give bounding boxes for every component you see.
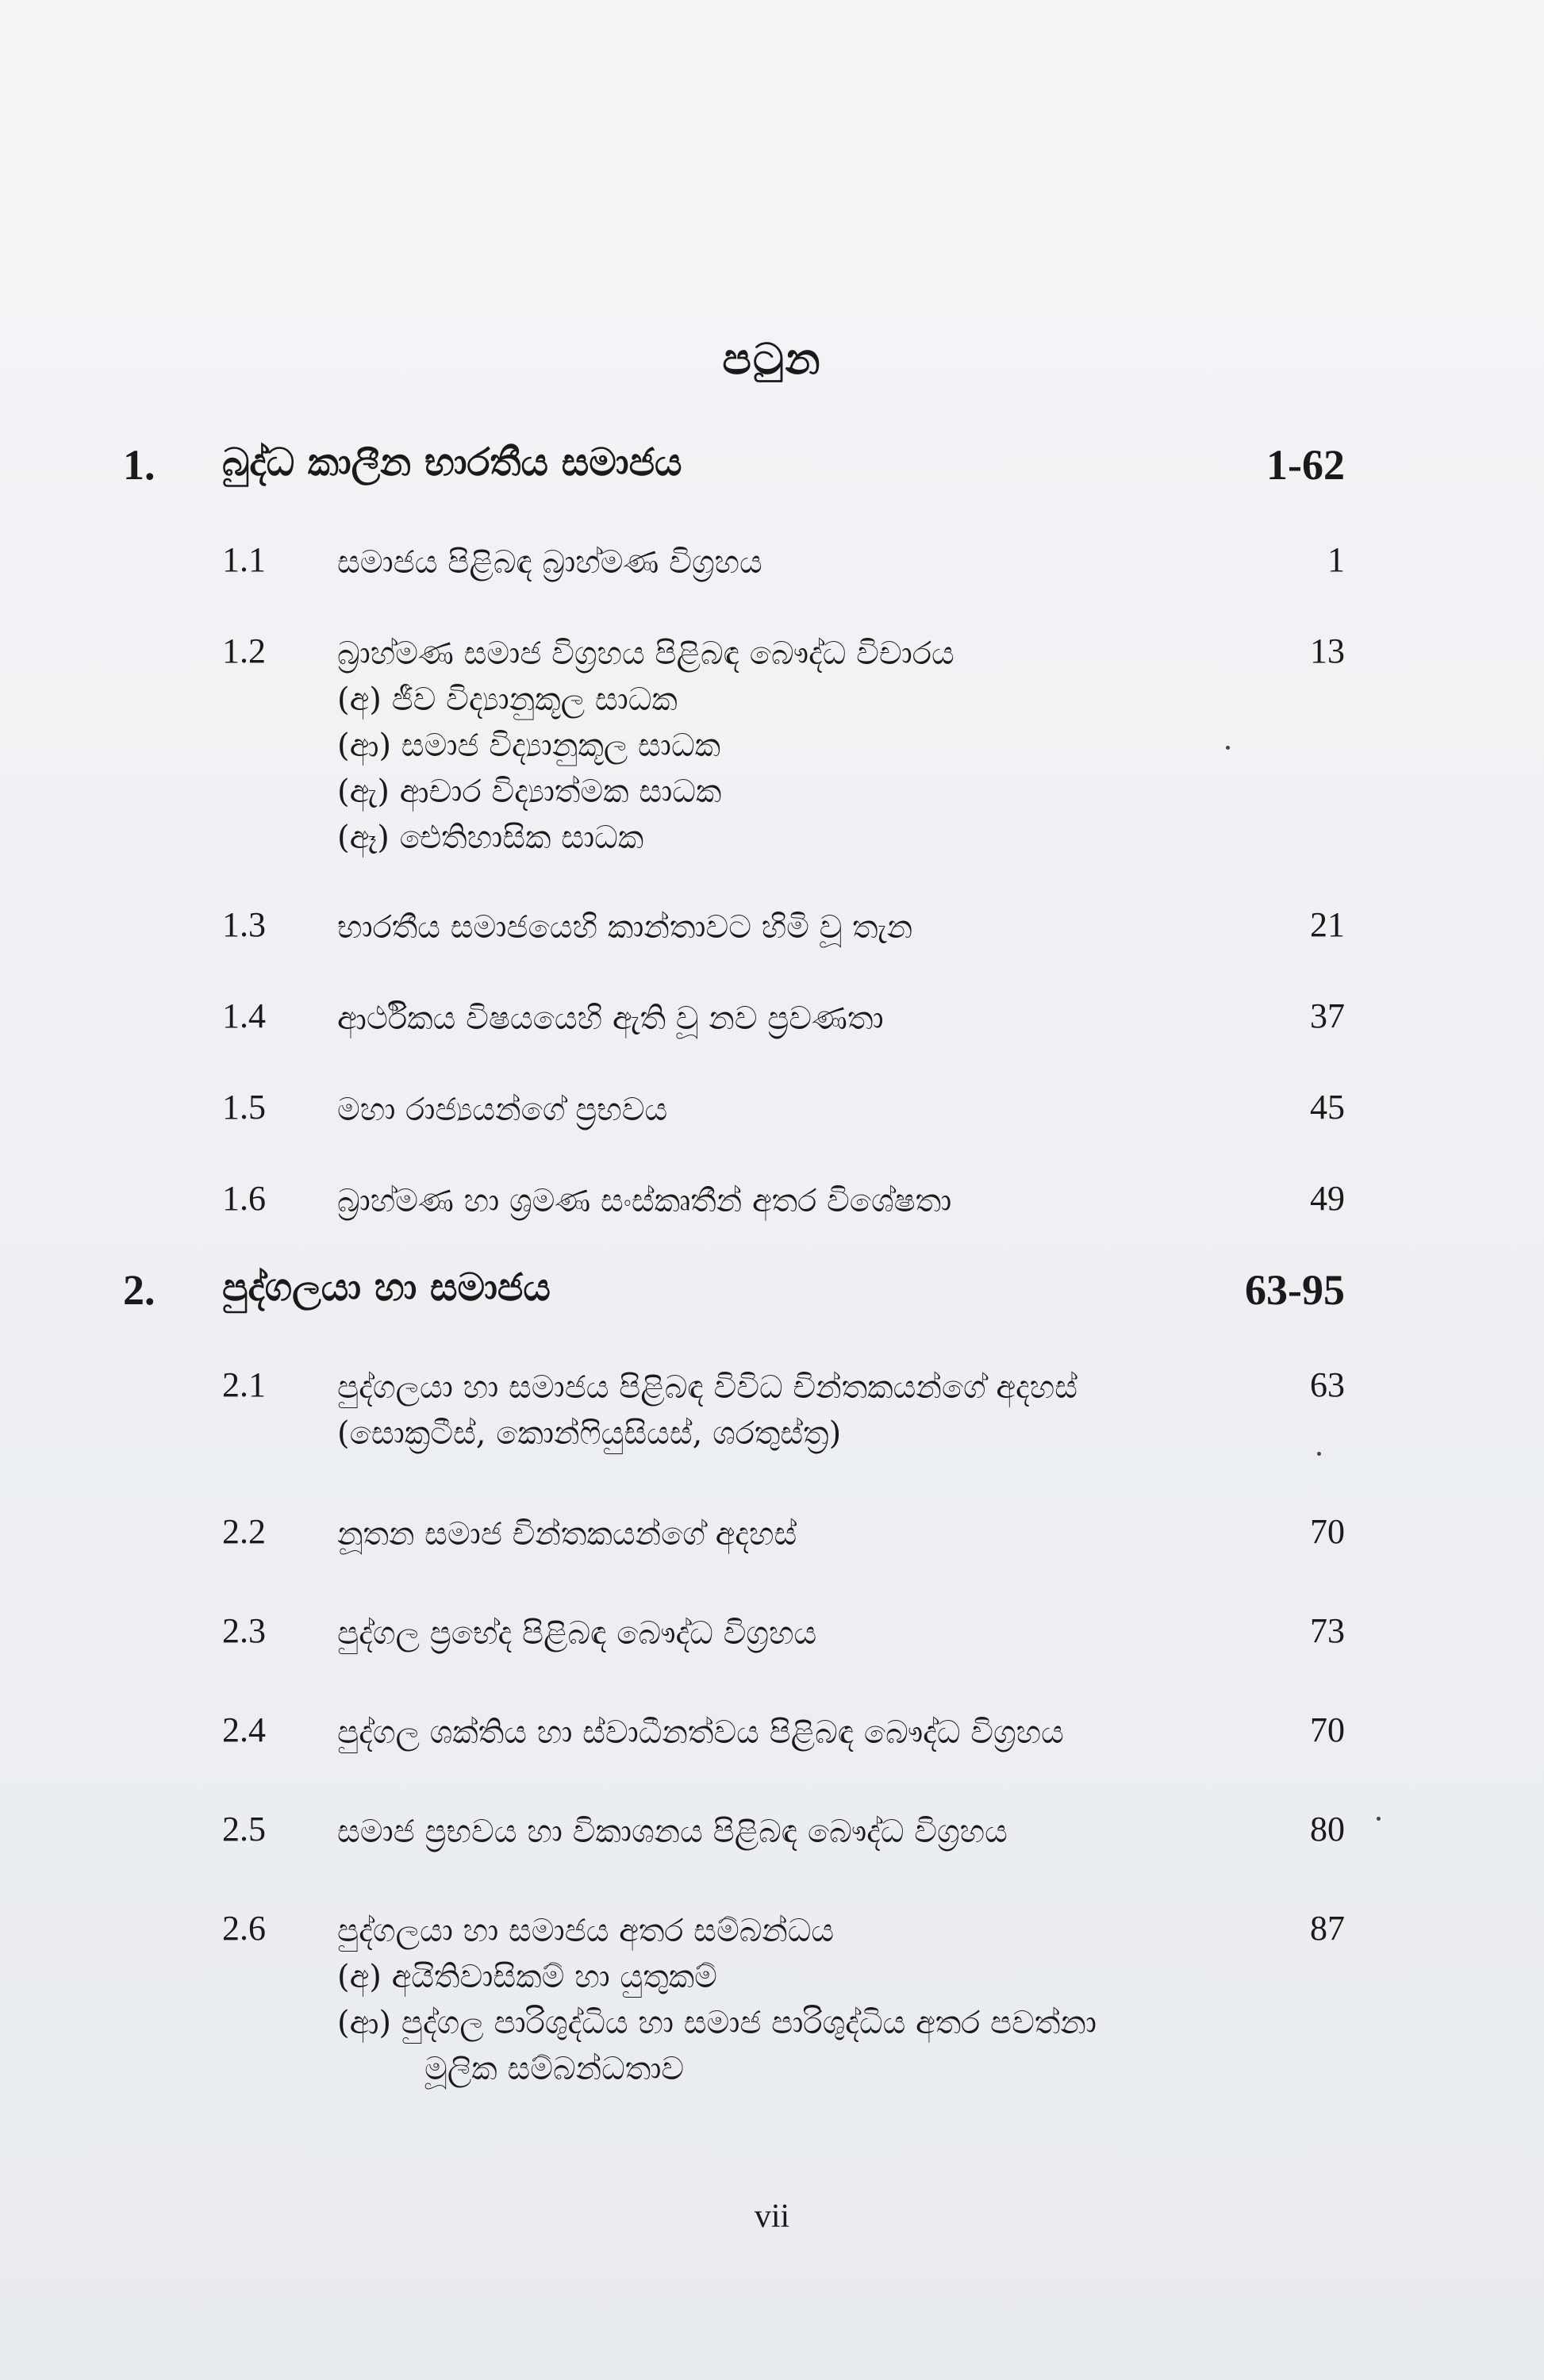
section-number: 1.4 xyxy=(222,996,266,1035)
section-title: භාරතීය සමාජයෙහි කාන්තාවට හිමි වූ තැන xyxy=(337,909,913,946)
chapter-number: 1. xyxy=(123,441,156,489)
page-number: vii xyxy=(754,2198,790,2235)
subsection-item: (ඈ) ඓතිහාසික සාධක xyxy=(337,820,644,856)
subsection-item: (ආ) සමාජ විද්‍යානුකූල සාධක xyxy=(337,727,721,764)
section-page: 80 xyxy=(1310,1810,1345,1848)
chapter-pages: 1-62 xyxy=(1266,441,1345,489)
chapter-title: බුද්ධ කාලීන භාරතීය සමාජය xyxy=(222,440,682,485)
section-number: 2.5 xyxy=(222,1810,266,1848)
section-page: 70 xyxy=(1310,1512,1345,1551)
section-page: 70 xyxy=(1310,1710,1345,1749)
section-page: 1 xyxy=(1327,540,1345,579)
section-number: 2.1 xyxy=(222,1365,266,1404)
section-title: මහා රාජ්‍යයන්ගේ ප්‍රභවය xyxy=(337,1092,668,1128)
section-title-continued: (සොක්‍රටීස්, කොන්ෆියුසියස්, ශරතුස්ත්‍ර) xyxy=(337,1415,842,1452)
section-title: ආර්ථිකය විෂයයෙහි ඇති වූ නව ප්‍රවණතා xyxy=(337,1000,884,1037)
section-page: 73 xyxy=(1310,1611,1345,1650)
subsection-item: (අ) අයිතිවාසිකම් හා යුතුකම් xyxy=(337,1959,717,1995)
chapter-2 xyxy=(123,1265,1345,1329)
subsection-item: (ආ) පුද්ගල පාරිශුද්ධිය හා සමාජ පාරිශුද්ධිය අතර පවත්නා xyxy=(337,2005,1097,2041)
section-number: 1.1 xyxy=(222,540,266,579)
section-title: බ්‍රාහ්මණ හා ශ්‍රමණ සංස්කෘතීන් අතර විශේෂතා xyxy=(337,1183,952,1219)
section-title: පුද්ගලයා හා සමාජය අතර සම්බන්ධය xyxy=(337,1913,835,1949)
print-speck xyxy=(1317,1452,1321,1456)
section-title: පුද්ගල ප්‍රභේද පිළිබඳ බෞද්ධ විග්‍රහය xyxy=(337,1615,817,1652)
section-page: 63 xyxy=(1310,1365,1345,1404)
section-title: සමාජය පිළිබඳ බ්‍රාහ්මණ විග්‍රහය xyxy=(337,544,762,581)
section-number: 1.6 xyxy=(222,1179,266,1218)
section-number: 1.2 xyxy=(222,631,266,670)
section-title: පුද්ගල ශක්තිය හා ස්වාධීනත්වය පිළිබඳ බෞද්ධ විග්‍රහය xyxy=(337,1714,1064,1751)
section-page: 49 xyxy=(1310,1179,1345,1218)
subsection-item: (ඇ) ආචාර විද්‍යාත්මක සාධක xyxy=(337,774,722,810)
section-title: නූතන සමාජ චින්තකයන්ගේ අදහස් xyxy=(337,1516,797,1553)
section-number: 2.6 xyxy=(222,1909,266,1948)
page-title: පටුන xyxy=(722,333,822,384)
chapter-pages: 63-95 xyxy=(1245,1266,1345,1314)
chapter-number: 2. xyxy=(123,1266,156,1314)
section-page: 13 xyxy=(1310,631,1345,670)
section-number: 2.2 xyxy=(222,1512,266,1551)
print-speck xyxy=(1226,746,1230,750)
section-number: 2.3 xyxy=(222,1611,266,1650)
section-number: 2.4 xyxy=(222,1710,266,1749)
section-title: පුද්ගලයා හා සමාජය පිළිබඳ විවිධ චින්තකයන්ගේ අදහස් xyxy=(337,1369,1078,1406)
section-page: 87 xyxy=(1310,1909,1345,1948)
section-title: සමාජ ප්‍රභවය හා විකාශනය පිළිබඳ බෞද්ධ විග්‍රහය xyxy=(337,1814,1008,1850)
section-number: 1.5 xyxy=(222,1088,266,1127)
chapter-title: පුද්ගලයා හා සමාජය xyxy=(222,1265,551,1310)
print-speck xyxy=(1377,1817,1381,1821)
section-page: 45 xyxy=(1310,1088,1345,1127)
subsection-item-continued: මූලික සම්බන්ධතාව xyxy=(424,2051,685,2087)
section-page: 37 xyxy=(1310,996,1345,1035)
chapter-1 xyxy=(123,440,1345,504)
section-number: 1.3 xyxy=(222,905,266,944)
section-title: බ්‍රාහ්මණ සමාජ විග්‍රහය පිළිබඳ බෞද්ධ විචාරය xyxy=(337,635,954,672)
section-page: 21 xyxy=(1310,905,1345,944)
subsection-item: (අ) ජීව විද්‍යානුකූල සාධක xyxy=(337,681,678,718)
